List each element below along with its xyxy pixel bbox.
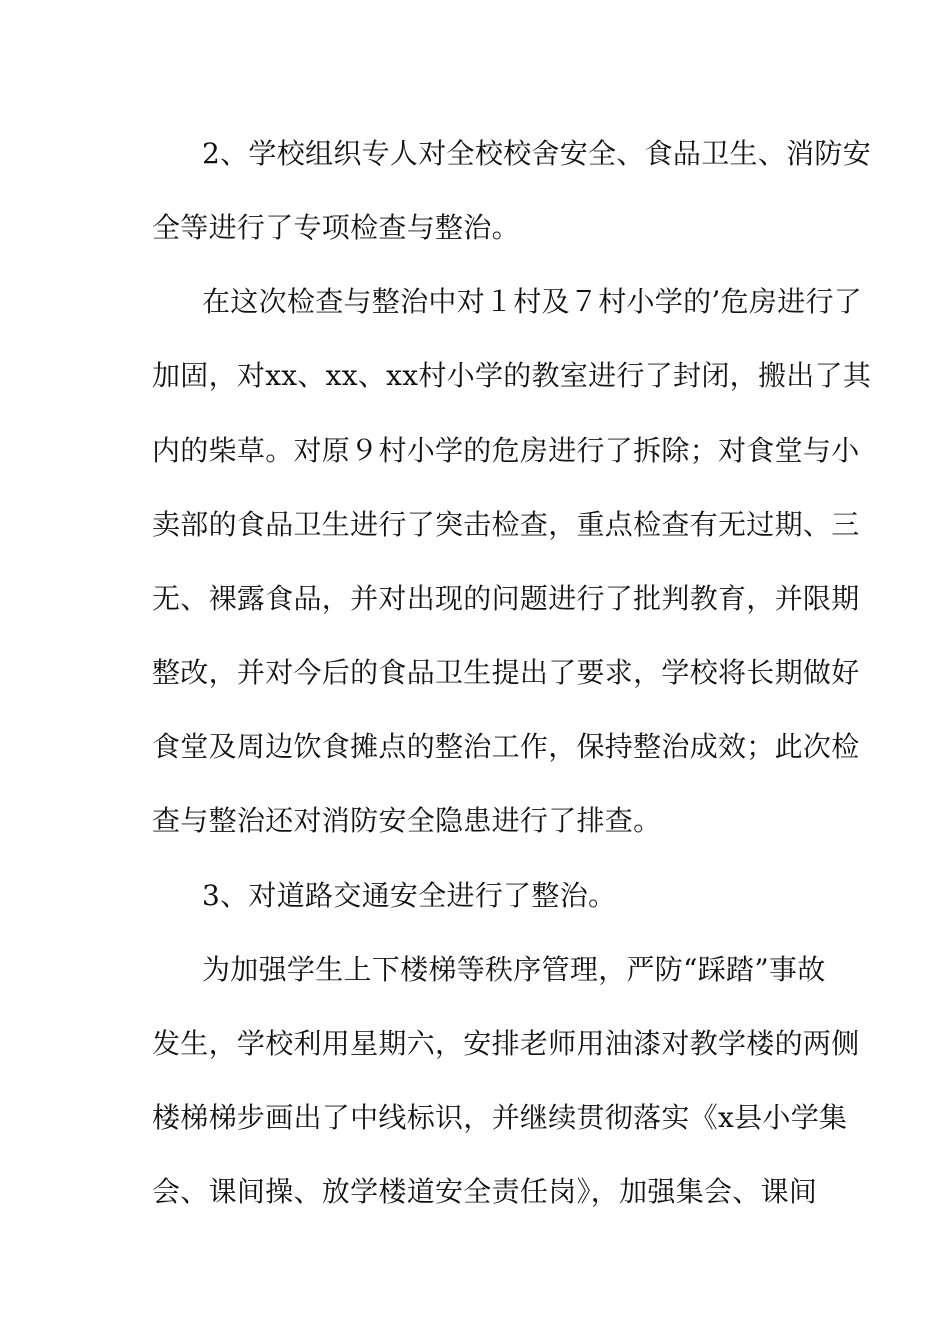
text-line: 内的柴草。对原９村小学的危房进行了拆除；对食堂与小: [152, 434, 860, 467]
text-line: 2、学校组织专人对全校校舍安全、食品卫生、消防安: [202, 137, 872, 170]
text-line: 卖部的食品卫生进行了突击检查，重点检查有无过期、三: [152, 508, 860, 541]
text-line: 食堂及周边饮食摊点的整治工作，保持整治成效；此次检: [152, 730, 860, 763]
text-line: 发生，学校利用星期六，安排老师用油漆对教学楼的两侧: [152, 1027, 860, 1060]
text-line: 楼梯梯步画出了中线标识，并继续贯彻落实《x县小学集: [152, 1101, 848, 1134]
text-line: 为加强学生上下楼梯等秩序管理，严防“踩踏”事故: [202, 953, 826, 986]
text-line: 无、裸露食品，并对出现的问题进行了批判教育，并限期: [152, 582, 860, 615]
text-line: 会、课间操、放学楼道安全责任岗》，加强集会、课间: [152, 1175, 818, 1208]
section-heading: 3、对道路交通安全进行了整治。: [202, 879, 617, 912]
text-line: 全等进行了专项检查与整治。: [152, 211, 520, 244]
text-line: 查与整治还对消防安全隐患进行了排查。: [152, 804, 662, 837]
text-line: 加固，对xx、xx、xx村小学的教室进行了封闭，搬出了其: [152, 359, 872, 392]
text-line: 在这次检查与整治中对１村及７村小学的’危房进行了: [202, 285, 863, 318]
text-line: 整改，并对今后的食品卫生提出了要求，学校将长期做好: [152, 656, 860, 689]
